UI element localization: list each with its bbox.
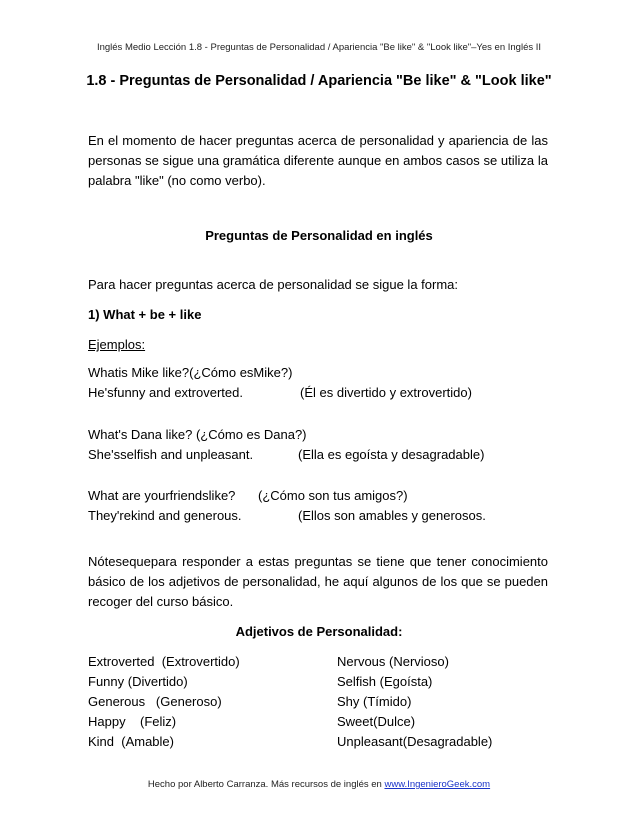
adjectives-heading: Adjetivos de Personalidad: xyxy=(235,624,403,639)
example-2-question-en: What's Dana like? (¿Cómo es Dana?) xyxy=(88,427,307,442)
example-2-answer xyxy=(88,445,548,465)
adjectives-row xyxy=(88,732,548,752)
example-2-question xyxy=(88,425,548,445)
rule-what-be-like: 1) What + be + like xyxy=(88,307,202,322)
examples-label: Ejemplos: xyxy=(88,337,146,352)
page-title: 1.8 - Preguntas de Personalidad / Apariencia "Be like" & "Look like" xyxy=(86,73,552,89)
example-3-answer-es: (Ellos son amables y generosos. xyxy=(298,508,486,523)
note-paragraph: Nótesequepara responder a estas preguntas se tiene que tener conocimiento básico de los adjetivos de personalidad, he aquí algunos de los que se pueden recoger del curso básico. xyxy=(88,554,548,609)
adjective-left: Happy (Feliz) xyxy=(88,714,177,729)
adjectives-row xyxy=(88,692,548,712)
adjective-right: Sweet(Dulce) xyxy=(337,714,416,729)
adjective-right: Nervous (Nervioso) xyxy=(337,654,449,669)
example-1-question-en: Whatis Mike like?(¿Cómo esMike?) xyxy=(88,365,293,380)
adjective-right: Selfish (Egoísta) xyxy=(337,674,433,689)
example-3-answer xyxy=(88,506,548,526)
footer-text: Hecho por Alberto Carranza. Más recursos de inglés en xyxy=(147,779,385,790)
footer-link[interactable]: www.IngenieroGeek.com xyxy=(384,779,491,790)
page-footer xyxy=(0,779,638,790)
adjective-left: Extroverted (Extrovertido) xyxy=(88,654,240,669)
example-1-question xyxy=(88,363,548,383)
page-header: Inglés Medio Lección 1.8 - Preguntas de Personalidad / Apariencia "Be like" & "Look like"–Yes en Inglés II xyxy=(96,42,542,53)
adjective-left: Funny (Divertido) xyxy=(88,674,188,689)
example-1-answer-es: (Él es divertido y extrovertido) xyxy=(300,385,472,400)
adjectives-row xyxy=(88,652,548,672)
example-2-answer-es: (Ella es egoísta y desagradable) xyxy=(298,447,485,462)
example-3-answer-en: They'rekind and generous. xyxy=(88,508,242,523)
example-1-answer xyxy=(88,383,548,403)
adjectives-table xyxy=(88,652,548,752)
form-intro: Para hacer preguntas acerca de personalidad se sigue la forma: xyxy=(88,277,458,292)
adjective-left: Kind (Amable) xyxy=(88,734,174,749)
intro-paragraph: En el momento de hacer preguntas acerca de personalidad y apariencia de las personas se sigue una gramática diferente aunque en ambos casos se utiliza la palabra "like" (no como verbo). xyxy=(88,133,548,188)
adjectives-row xyxy=(88,712,548,732)
adjective-left: Generous (Generoso) xyxy=(88,694,222,709)
adjective-right: Shy (Tímido) xyxy=(337,694,412,709)
example-2-answer-en: She'sselfish and unpleasant. xyxy=(88,447,254,462)
example-3-question-en: What are yourfriendslike? xyxy=(88,488,236,503)
section-heading-personality: Preguntas de Personalidad en inglés xyxy=(205,228,433,243)
example-3-question xyxy=(88,486,548,506)
adjective-right: Unpleasant(Desagradable) xyxy=(337,734,493,749)
example-1-answer-en: He'sfunny and extroverted. xyxy=(88,385,243,400)
example-3-question-es: (¿Cómo son tus amigos?) xyxy=(258,488,408,503)
adjectives-row xyxy=(88,672,548,692)
